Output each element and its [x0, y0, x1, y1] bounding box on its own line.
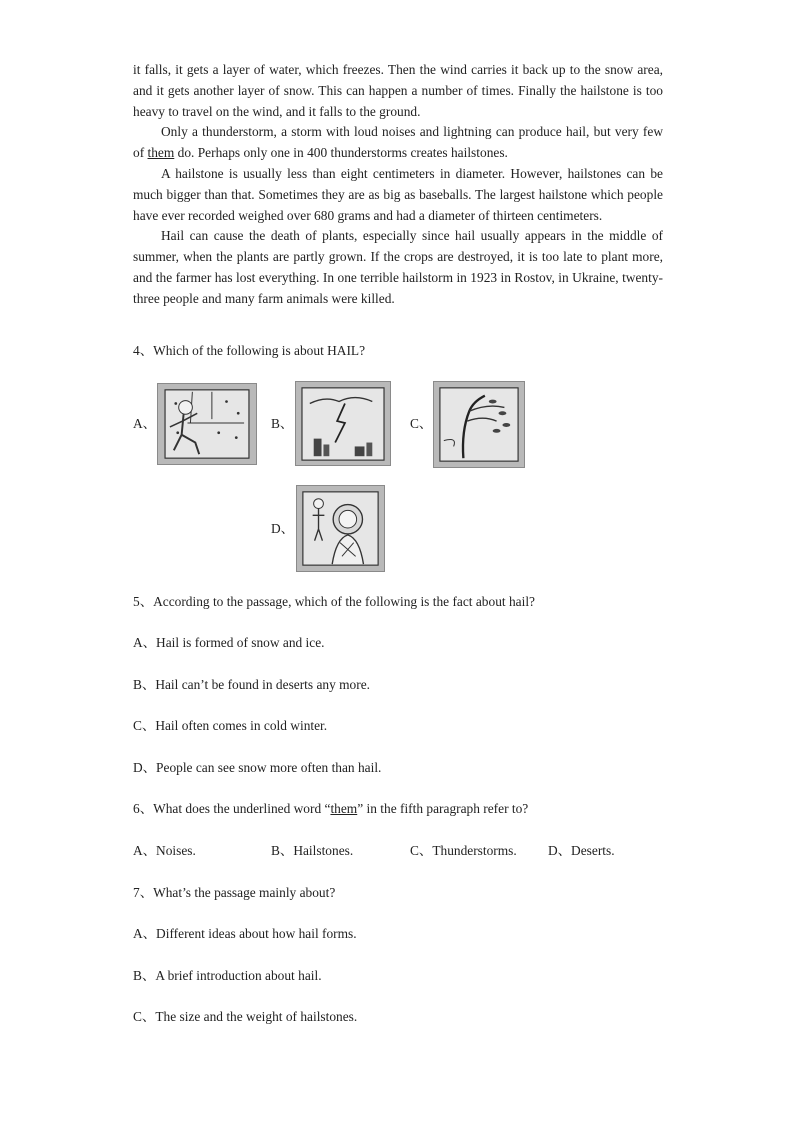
underlined-word-them: them: [147, 145, 175, 161]
q4-picture-a[interactable]: [157, 383, 257, 465]
q6-underlined-word: them: [330, 801, 358, 816]
q5-option-c[interactable]: C、Hail often comes in cold winter.: [133, 718, 328, 733]
p2-text-after: do. Perhaps only one in 400 thunderstorms creates hailstones.: [174, 145, 508, 161]
passage-paragraph-3: A hailstone is usually less than eight centimeters in diameter. However, hailstones can be much bigger than that. Sometimes they are as big as baseballs. The largest hailstone which people have ever recorded weighed over 680 grams and had a diameter of thirteen centimeters.: [133, 165, 663, 223]
q7-option-a[interactable]: A、Different ideas about how hail forms.: [133, 926, 357, 941]
question-5: 5、According to the passage, which of the following is the fact about hail?: [133, 594, 535, 609]
q6-option-d[interactable]: D、Deserts.: [548, 843, 615, 858]
q6-option-b[interactable]: B、Hailstones.: [271, 843, 354, 858]
q6-option-c[interactable]: C、Thunderstorms.: [410, 843, 517, 858]
q7-option-c[interactable]: C、The size and the weight of hailstones.: [133, 1009, 358, 1024]
q5-option-b[interactable]: B、Hail can’t be found in deserts any more.: [133, 677, 371, 692]
q4-picture-c[interactable]: [433, 381, 525, 468]
question-6: [133, 799, 528, 819]
passage-paragraph-4: Hail can cause the death of plants, especially since hail usually appears in the middle of summer, when the plants are partly grown. If the crops are destroyed, it is too late to plant more, and the farmer has lost everything. In one terrible hailstorm in 1923 in Rostov, in Ukraine, twenty-three people and many farm animals were killed.: [133, 228, 663, 306]
person-in-hail-icon: [158, 384, 256, 464]
q6-text-before: 6、What does the underlined word “: [133, 801, 331, 816]
people-portrait-icon: [297, 486, 384, 571]
q5-option-d[interactable]: D、People can see snow more often than hail.: [133, 760, 382, 775]
question-4: 4、Which of the following is about HAIL?: [133, 343, 366, 358]
q4-label-d: D、: [271, 521, 295, 536]
p2-text-before: Only a thunderstorm, a storm with loud noises and lightning can produce hail, but very few of: [133, 124, 663, 161]
q6-option-a[interactable]: A、Noises.: [133, 843, 196, 858]
passage-paragraph-2: [133, 122, 663, 164]
passage: [133, 60, 663, 310]
q4-picture-b[interactable]: [295, 381, 391, 466]
q4-label-b: B、: [271, 416, 294, 431]
q5-option-a[interactable]: A、Hail is formed of snow and ice.: [133, 635, 325, 650]
q4-label-a: A、: [133, 416, 157, 431]
q6-text-after: ” in the fifth paragraph refer to?: [357, 801, 529, 816]
question-7: 7、What’s the passage mainly about?: [133, 885, 336, 900]
wind-tree-icon: [434, 382, 524, 467]
q4-picture-d[interactable]: [296, 485, 385, 572]
q4-label-c: C、: [410, 416, 433, 431]
passage-paragraph-1: it falls, it gets a layer of water, which freezes. Then the wind carries it back up to the snow area, and it gets another layer of snow. This can happen a number of times. Finally the hailstone is too heavy to travel on the wind, and it falls to the ground.: [133, 62, 663, 119]
lightning-city-icon: [296, 382, 390, 465]
q7-option-b[interactable]: B、A brief introduction about hail.: [133, 968, 322, 983]
